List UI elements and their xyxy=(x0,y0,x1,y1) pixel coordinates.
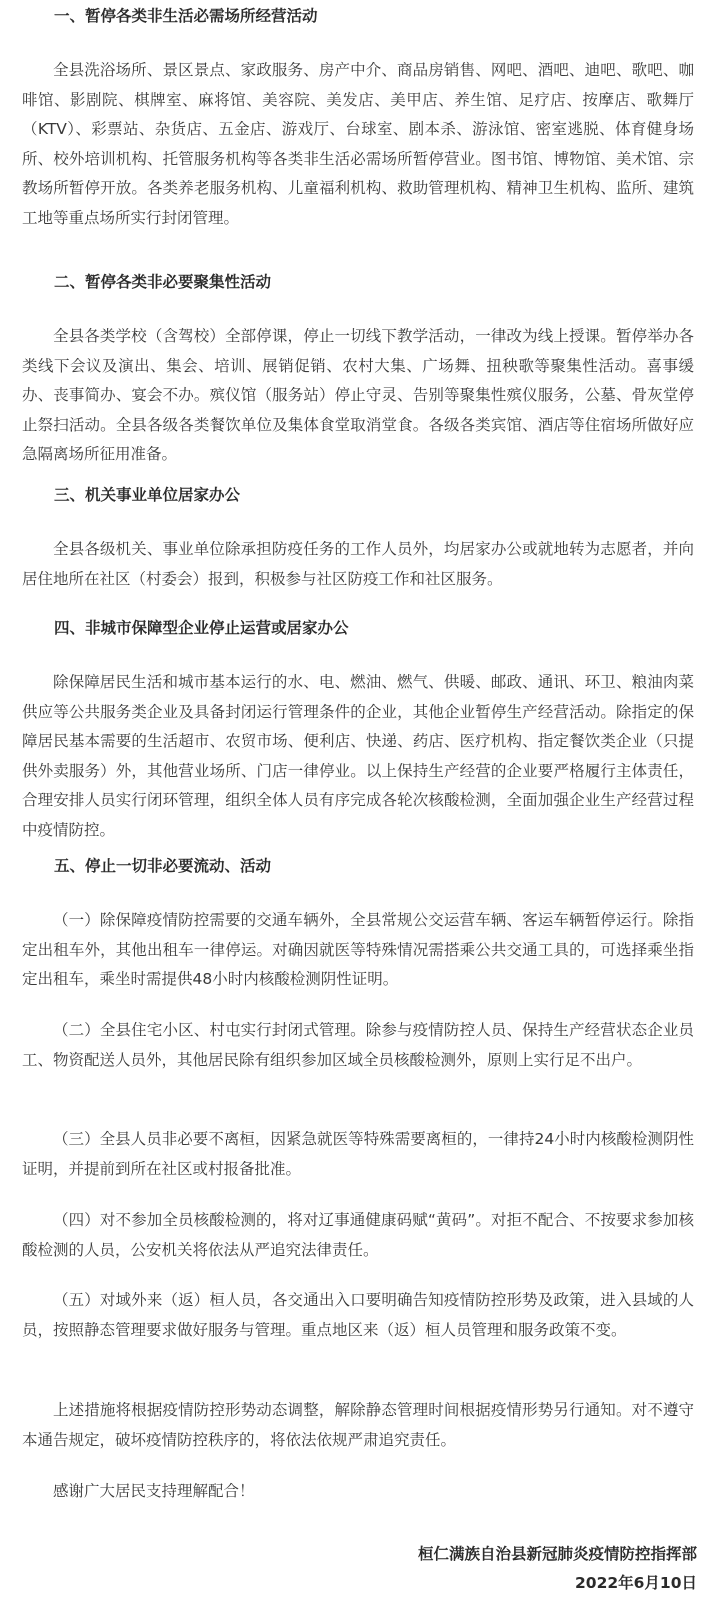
section-5-heading: 五、停止一切非必要流动、活动 xyxy=(54,857,272,875)
closing-paragraph: 上述措施将根据疫情防控形势动态调整，解除静态管理时间根据疫情形势另行通知。对不遵守本通告规定，破坏疫情防控秩序的，将依法依规严肃追究责任。 xyxy=(22,1401,694,1449)
section-5-item-2: （二）全县住宅小区、村屯实行封闭式管理。除参与疫情防控人员、保持生产经营状态企业员工、物资配送人员外，其他居民除有组织参加区域全员核酸检测外，原则上实行足不出户。 xyxy=(22,1021,694,1069)
section-1-heading: 一、暂停各类非生活必需场所经营活动 xyxy=(54,7,318,25)
thanks-line: 感谢广大居民支持理解配合！ xyxy=(53,1482,255,1500)
section-2-paragraph: 全县各类学校（含驾校）全部停课，停止一切线下教学活动，一律改为线上授课。暂停举办各类线下会议及演出、集会、培训、展销促销、农村大集、广场舞、扭秧歌等聚集性活动。喜事缓办、丧事简办、宴会不办。殡仪馆（服务站）停止守灵、告别等聚集性殡仪服务，公墓、骨灰堂停止祭扫活动。全县各级各类餐饮单位及集体食堂取消堂食。各级各类宾馆、酒店等住宿场所做好应急隔离场所征用准备。 xyxy=(22,327,694,463)
issuing-organization: 桓仁满族自治县新冠肺炎疫情防控指挥部 xyxy=(417,1545,697,1563)
section-5-item-5: （五）对域外来（返）桓人员，各交通出入口要明确告知疫情防控形势及政策，进入县域的人员，按照静态管理要求做好服务与管理。重点地区来（返）桓人员管理和服务政策不变。 xyxy=(22,1291,694,1339)
section-1-paragraph: 全县洗浴场所、景区景点、家政服务、房产中介、商品房销售、网吧、酒吧、迪吧、歌吧、咖啡馆、影剧院、棋牌室、麻将馆、美容院、美发店、美甲店、养生馆、足疗店、按摩店、歌舞厅（KTV）、彩票站、杂货店、五金店、游戏厅、台球室、剧本杀、游泳馆、密室逃脱、体育健身场所、校外培训机构、托管服务机构等各类非生活必需场所暂停营业。图书馆、博物馆、美术馆、宗教场所暂停开放。各类养老服务机构、儿童福利机构、救助管理机构、精神卫生机构、监所、建筑工地等重点场所实行封闭管理。 xyxy=(22,61,694,227)
section-5-item-4: （四）对不参加全员核酸检测的，将对辽事通健康码赋“黄码”。对拒不配合、不按要求参加核酸检测的人员，公安机关将依法从严追究法律责任。 xyxy=(22,1211,694,1259)
section-5-item-1: （一）除保障疫情防控需要的交通车辆外，全县常规公交运营车辆、客运车辆暂停运行。除指定出租车外，其他出租车一律停运。对确因就医等特殊情况需搭乘公共交通工具的，可选择乘坐指定出租车，乘坐时需提供48小时内核酸检测阴性证明。 xyxy=(22,911,694,988)
section-3-heading: 三、机关事业单位居家办公 xyxy=(54,486,241,504)
issue-date: 2022年6月10日 xyxy=(575,1574,697,1592)
section-4-paragraph: 除保障居民生活和城市基本运行的水、电、燃油、燃气、供暖、邮政、通讯、环卫、粮油肉菜供应等公共服务类企业及具备封闭运行管理条件的企业，其他企业暂停生产经营活动。除指定的保障居民基本需要的生活超市、农贸市场、便利店、快递、药店、医疗机构、指定餐饮类企业（只提供外卖服务）外，其他营业场所、门店一律停业。以上保持生产经营的企业要严格履行主体责任，合理安排人员实行闭环管理，组织全体人员有序完成各轮次核酸检测，全面加强企业生产经营过程中疫情防控。 xyxy=(22,673,694,839)
section-2-heading: 二、暂停各类非必要聚集性活动 xyxy=(54,273,272,291)
section-5-item-3: （三）全县人员非必要不离桓，因紧急就医等特殊需要离桓的，一律持24小时内核酸检测阴性证明，并提前到所在社区或村报备批准。 xyxy=(22,1130,694,1178)
section-3-paragraph: 全县各级机关、事业单位除承担防疫任务的工作人员外，均居家办公或就地转为志愿者，并向居住地所在社区（村委会）报到，积极参与社区防疫工作和社区服务。 xyxy=(22,540,694,588)
section-4-heading: 四、非城市保障型企业停止运营或居家办公 xyxy=(54,619,349,637)
